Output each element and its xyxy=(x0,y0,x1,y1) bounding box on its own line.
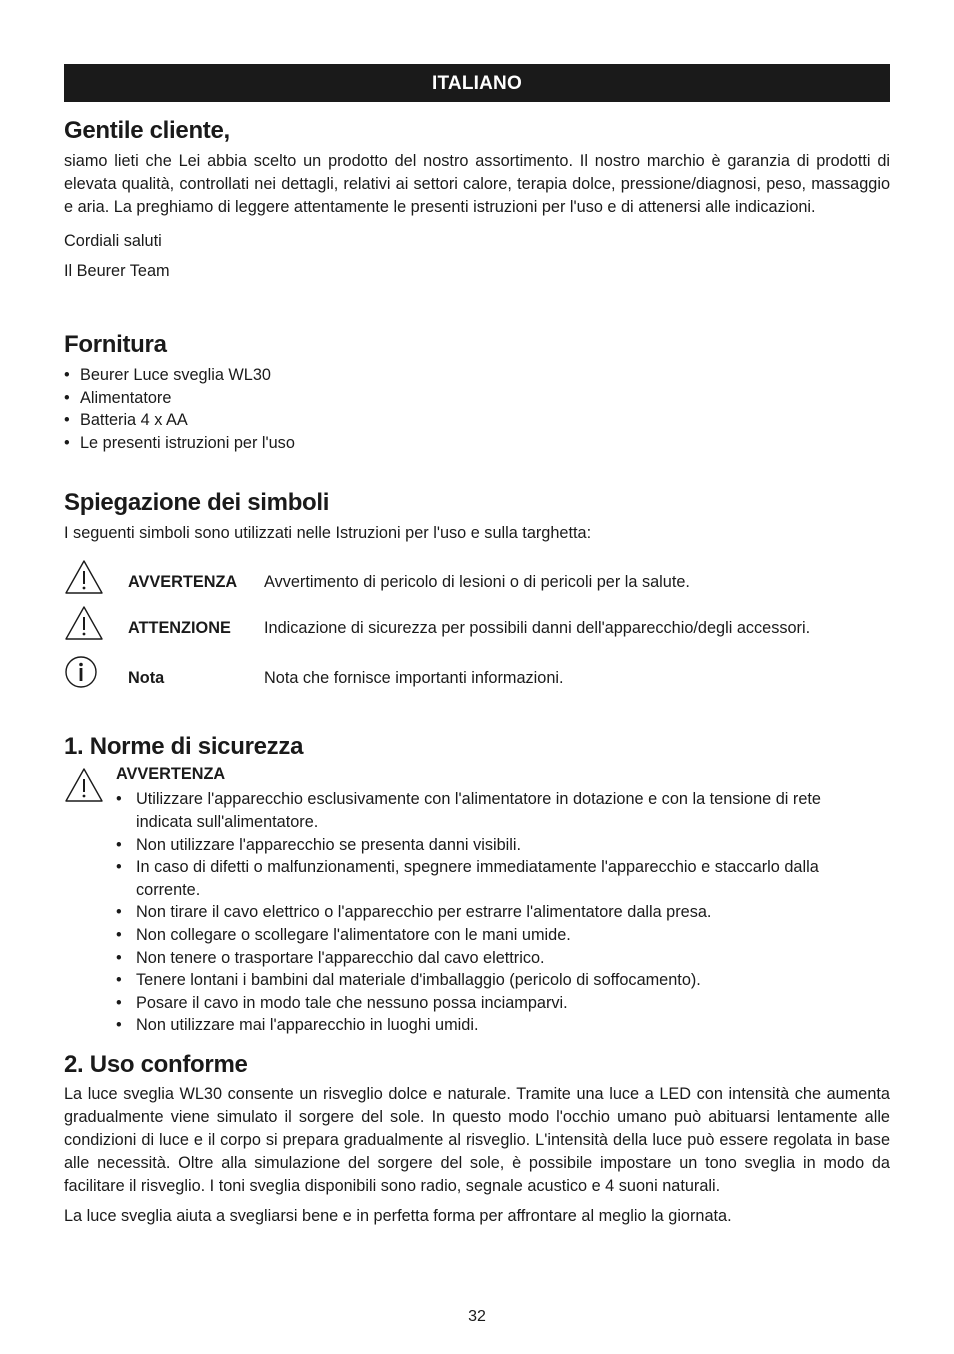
symbol-label: Nota xyxy=(128,669,165,688)
warning-label: AVVERTENZA xyxy=(116,765,226,784)
intended-use-paragraph: La luce sveglia aiuta a svegliarsi bene e in perfetta forma per affrontare al meglio la giornata. xyxy=(64,1206,732,1225)
page-number: 32 xyxy=(468,1308,486,1325)
symbols-intro: I seguenti simboli sono utilizzati nelle Istruzioni per l'uso e sulla targhetta: xyxy=(64,524,592,543)
intended-use-title: 2. Uso conforme xyxy=(64,1050,248,1078)
symbol-description: Indicazione di sicurezza per possibili danni dell'apparecchio/degli accessori. xyxy=(264,619,811,638)
symbol-row-attenzione xyxy=(64,605,890,651)
list-item: • Non tirare il cavo elettrico o l'apparecchio per estrarre l'alimentatore dalla presa. xyxy=(116,901,880,924)
intended-use-paragraph: La luce sveglia WL30 consente un risveglio dolce e naturale. Tramite una luce a LED con intensità che aumenta gradualmente viene simulato il sorgere del sole. In questo modo l'occhio umano può abituarsi lentamente alle condizioni di luce e il corpo si prepara gradualmente al risveglio. L'intensità della luce può essere regolata in base alle necessità. Oltre alla simulazione del sorgere del sole, è possibile impostare un tono sveglia in modo da facilitare il risveglio. I toni sveglia disponibili sono radio, segnale acustico e 4 suoni naturali. xyxy=(64,1084,890,1195)
list-item: • Tenere lontani i bambini dal materiale d'imballaggio (pericolo di soffocamento). xyxy=(116,969,880,992)
supply-title: Fornitura xyxy=(64,331,167,358)
greeting-body: siamo lieti che Lei abbia scelto un prodotto del nostro assortimento. Il nostro marchio è garanzia di prodotti di elevata qualità, controllati nei dettagli, relativi ai settori calore, terapia dolce, pressione/diagnosi, peso, massaggio e aria. La preghiamo di leggere attentamente le presenti istruzioni per l'uso e di attenersi alle indicazioni. xyxy=(64,152,890,216)
symbol-label: AVVERTENZA xyxy=(128,573,238,592)
greeting-closing: Cordiali saluti xyxy=(64,232,162,250)
language-header: ITALIANO xyxy=(64,64,890,102)
info-circle-icon xyxy=(64,655,98,694)
list-item: • In caso di difetti o malfunzionamenti, spegnere immediatamente l'apparecchio e staccarlo dalla corrente. xyxy=(116,856,880,901)
safety-warning-block xyxy=(64,763,890,1037)
symbol-description: Nota che fornisce importanti informazioni. xyxy=(264,669,564,688)
symbol-description: Avvertimento di pericolo di lesioni o di pericoli per la salute. xyxy=(264,573,690,592)
symbols-table xyxy=(64,559,890,703)
supply-list xyxy=(64,364,890,454)
symbol-label: ATTENZIONE xyxy=(128,619,231,638)
list-item: • Non utilizzare l'apparecchio se presenta danni visibili. xyxy=(116,834,880,857)
safety-title: 1. Norme di sicurezza xyxy=(64,733,304,761)
list-item: • Posare il cavo in modo tale che nessuno possa inciamparvi. xyxy=(116,992,880,1015)
warning-triangle-icon xyxy=(64,767,104,808)
list-item: • Non utilizzare mai l'apparecchio in luoghi umidi. xyxy=(116,1014,880,1037)
safety-list xyxy=(116,788,890,1037)
symbol-row-avvertenza xyxy=(64,559,890,605)
list-item: • Utilizzare l'apparecchio esclusivamente con l'alimentatore in dotazione e con la tensione di rete indicata sull'alimentatore. xyxy=(116,788,880,833)
list-item: • Alimentatore xyxy=(64,387,890,410)
warning-triangle-icon xyxy=(64,559,104,600)
symbol-row-nota xyxy=(64,651,890,703)
list-item: • Le presenti istruzioni per l'uso xyxy=(64,432,890,455)
list-item: • Beurer Luce sveglia WL30 xyxy=(64,364,890,387)
greeting-title: Gentile cliente, xyxy=(64,117,230,144)
symbols-title: Spiegazione dei simboli xyxy=(64,489,330,517)
list-item: • Non tenere o trasportare l'apparecchio dal cavo elettrico. xyxy=(116,947,880,970)
warning-triangle-icon xyxy=(64,605,104,646)
list-item: • Batteria 4 x AA xyxy=(64,409,890,432)
list-item: • Non collegare o scollegare l'alimentatore con le mani umide. xyxy=(116,924,880,947)
greeting-signature: Il Beurer Team xyxy=(64,262,170,280)
document-page xyxy=(64,64,890,1228)
